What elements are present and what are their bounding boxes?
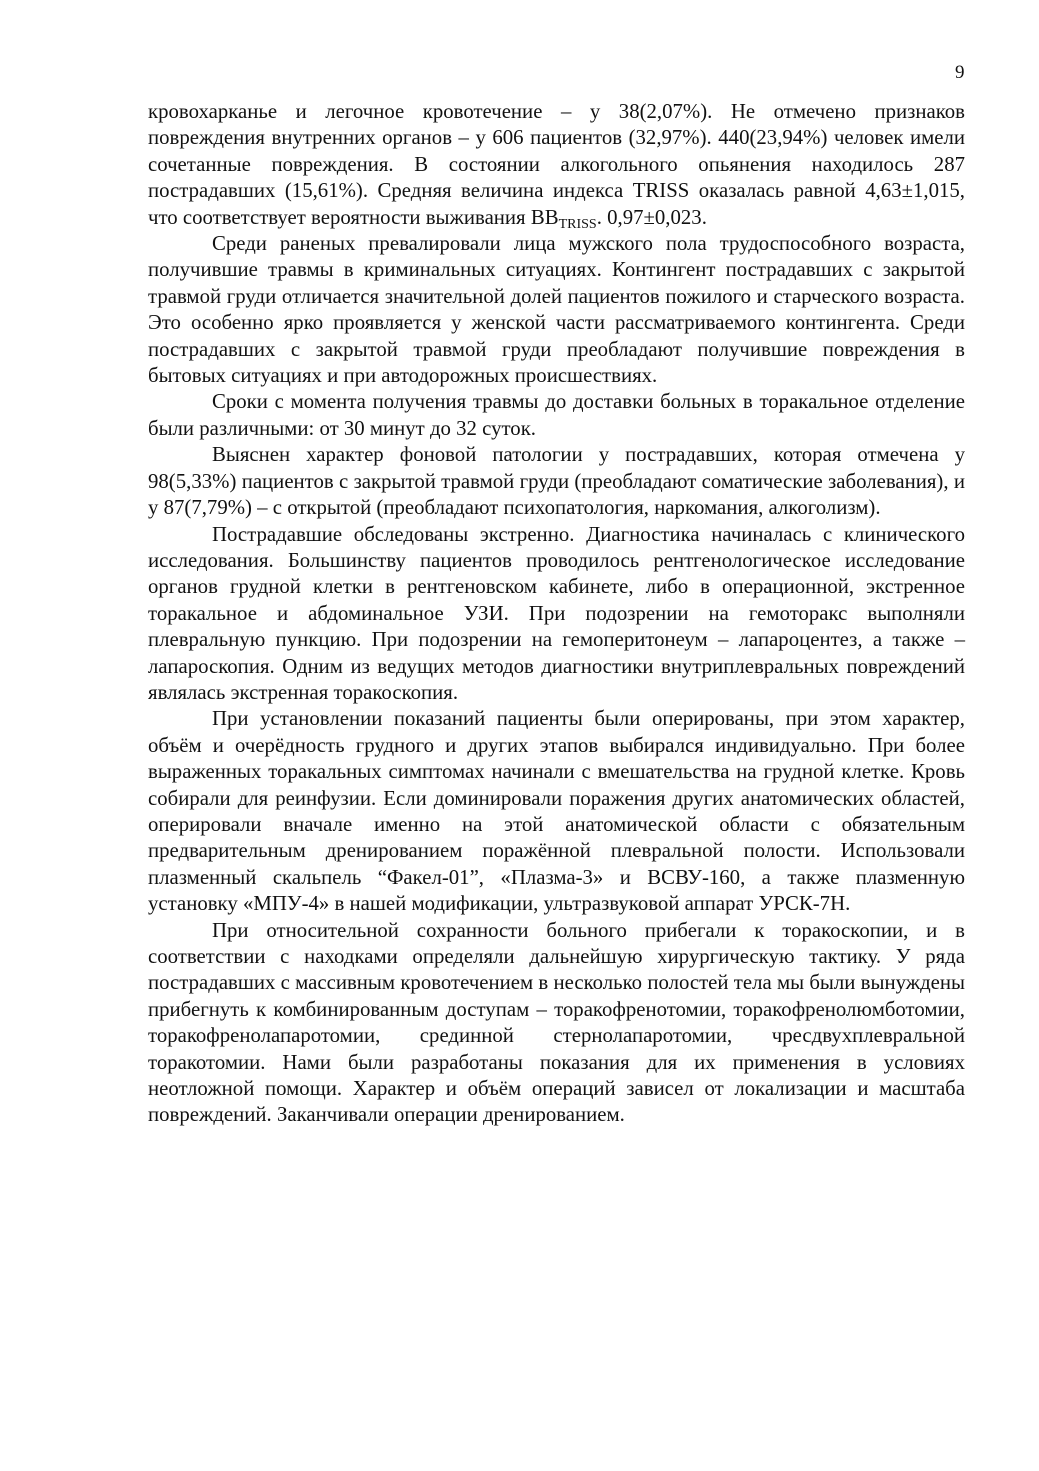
paragraph-text-tail: . 0,97±0,023. [596,205,707,229]
paragraph-delivery-time: Сроки с момента получения травмы до доставки больных в торакальное отделение были различными: от 30 минут до 32 суток. [148,390,965,440]
paragraph-continuation [148,99,965,231]
paragraph-diagnostics: Пострадавшие обследованы экстренно. Диагностика начиналась с клинического исследования. Большинству пациентов проводилось рентгенологическое исследование органов грудной клетки в рентгеновском кабинете, либо в операционной, экстренное торакальное и абдоминальное УЗИ. При подозрении на гемоторакс выполняли плевральную пункцию. При подозрении на гемоперитонеум – лапароцентез, а также – лапароскопия. Одним из ведущих методов диагностики внутриплевральных повреждений являлась экстренная торакоскопия. [148,522,965,704]
subscript-triss: TRISS [558,216,597,232]
paragraph-thoracoscopy: При относительной сохранности больного прибегали к торакоскопии, и в соответствии с находками определяли дальнейшую хирургическую тактику. У ряда пострадавших с массивным кровотечением в несколько полостей тела мы были вынуждены прибегнуть к комбинированным доступам – торакофренотомии, торакофренолюмботомии, торакофренолапаротомии, срединной стернолапаротомии, чресдвухплевральной торакотомии. Нами были разработаны показания для их применения в условиях неотложной помощи. Характер и объём операций зависел от локализации и масштаба повреждений. Заканчивали операции дренированием. [148,918,965,1127]
paragraph-surgery: При установлении показаний пациенты были оперированы, при этом характер, объём и очерёдность грудного и других этапов выбирался индивидуально. При более выраженных торакальных симптомах начинали с вмешательства на грудной клетке. Кровь собирали для реинфузии. Если доминировали поражения других анатомических областей, оперировали вначале именно на этой анатомической области с обязательным предварительным дренированием поражённой плевральной полости. Использовали плазменный скальпель “Факел-01”, «Плазма-3» и ВСВУ-160, а также плазменную установку «МПУ-4» в нашей модификации, ультразвуковой аппарат УРСК-7Н. [148,707,965,916]
page-number: 9 [955,62,965,83]
body-text [148,99,965,1129]
paragraph-patients-profile: Среди раненых превалировали лица мужского пола трудоспособного возраста, получившие травмы в криминальных ситуациях. Контингент пострадавших с закрытой травмой груди отличается значительной долей пациентов пожилого и старческого возраста. Это особенно ярко проявляется у женской части рассматриваемого контингента. Среди пострадавших с закрытой травмой груди преобладают получившие повреждения в бытовых ситуациях и при автодорожных происшествиях. [148,232,965,388]
paragraph-background-pathology: Выяснен характер фоновой патологии у пострадавших, которая отмечена у 98(5,33%) пациентов с закрытой травмой груди (преобладают соматические заболевания), и у 87(7,79%) – с открытой (преобладают психопатология, наркомания, алкоголизм). [148,443,965,520]
paragraph-text: кровохарканье и легочное кровотечение – у 38(2,07%). Не отмечено признаков повреждения внутренних органов – у 606 пациентов (32,97%). 440(23,94%) человек имели сочетанные повреждения. В состоянии алкогольного опьянения находилось 287 пострадавших (15,61%). Средняя величина индекса TRISS оказалась равной 4,63±1,015, что соответствует вероятности выживания BB [148,100,965,229]
